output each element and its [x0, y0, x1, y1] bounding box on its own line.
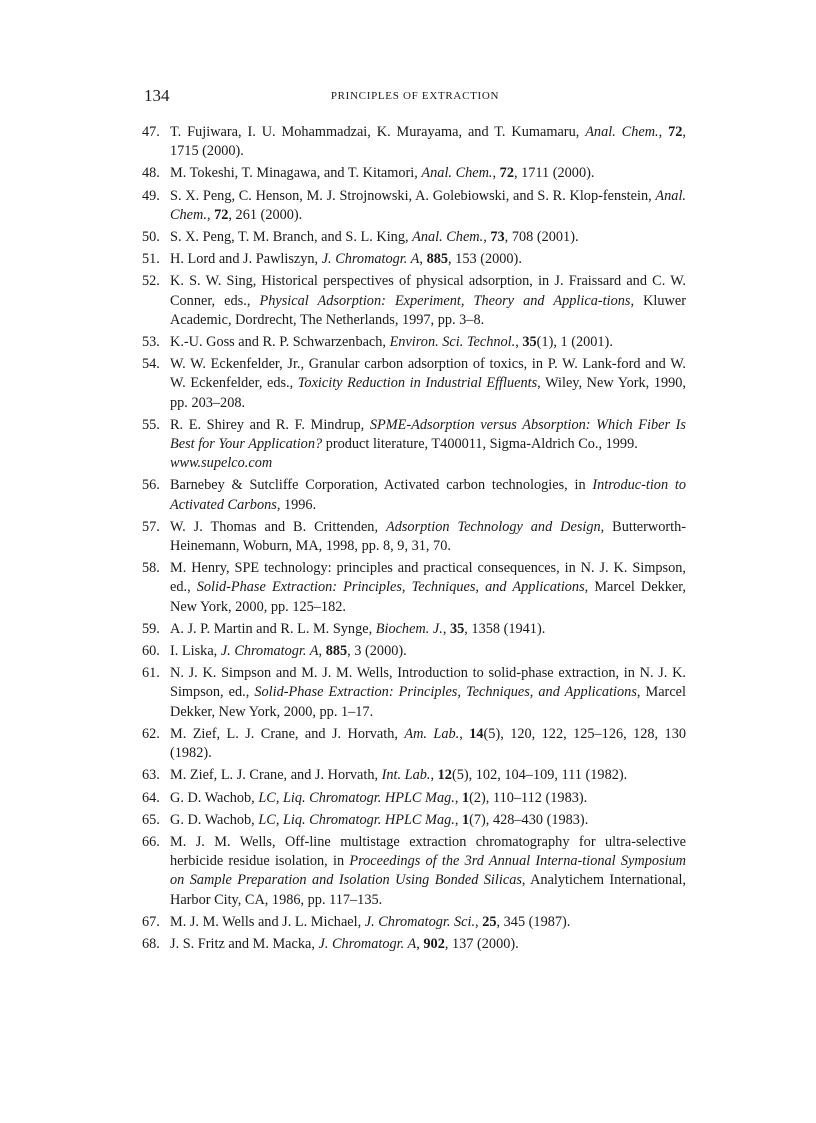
reference-text: , — [416, 935, 424, 952]
reference-text: I. Liska, — [170, 643, 221, 660]
reference-number: 61. — [142, 665, 160, 682]
reference-number: 48. — [142, 165, 160, 182]
reference-url: www.supelco.com — [170, 455, 273, 472]
reference-text: K.-U. Goss and R. P. Schwarzenbach, — [170, 334, 390, 351]
reference-text: , — [483, 229, 491, 246]
reference-item — [142, 476, 686, 514]
reference-item — [142, 913, 686, 932]
reference-title: LC, Liq. Chromatogr. HPLC Mag. — [258, 811, 455, 828]
reference-text: , 1711 (2000). — [513, 165, 595, 182]
reference-number: 51. — [142, 251, 160, 268]
reference-item — [142, 725, 686, 763]
reference-number: 62. — [142, 725, 160, 742]
reference-item — [142, 164, 686, 183]
reference-text: , Marcel Dekker, New York, 2000, pp. 125–182. — [170, 579, 686, 615]
reference-text: G. D. Wachob, — [170, 789, 259, 806]
reference-text: M. J. M. Wells and J. L. Michael, — [170, 913, 365, 930]
reference-text: , 345 (1987). — [496, 913, 571, 930]
reference-text: (5), 102, 104–109, 111 (1982). — [451, 767, 628, 784]
reference-volume: 1 — [461, 789, 470, 806]
reference-number: 55. — [142, 416, 160, 433]
reference-title: J. Chromatogr. A — [220, 643, 319, 660]
reference-number: 56. — [142, 477, 160, 494]
reference-volume: 35 — [522, 334, 537, 351]
reference-text: M. J. M. Wells, Off-line multistage extraction chromatography for ultra-selective herbicide residue isolation, in — [170, 833, 686, 870]
reference-number: 64. — [142, 789, 160, 806]
reference-text: N. J. K. Simpson and M. J. M. Wells, Introduction to solid-phase extraction, in N. J. K. Simpson, ed., — [170, 665, 686, 701]
reference-text: , — [318, 643, 326, 660]
reference-text: (5), 120, 122, 125–126, 128, 130 (1982). — [170, 725, 686, 762]
reference-item — [142, 333, 686, 352]
reference-text: , Wiley, New York, 1990, pp. 203–208. — [170, 375, 686, 411]
reference-item — [142, 187, 686, 225]
reference-volume: 902 — [423, 935, 445, 952]
reference-text: , — [454, 811, 462, 828]
reference-text: W. W. Eckenfelder, Jr., Granular carbon adsorption of toxics, in P. W. Lank-ford and W. W. Eckenfelder, eds., — [170, 356, 686, 392]
page-header — [144, 86, 686, 108]
reference-title: Int. Lab. — [381, 767, 431, 784]
reference-title: Proceedings of the 3rd Annual Interna-tional Symposium on Sample Preparation and Isolation Using Bonded Silicas — [170, 853, 686, 889]
reference-number: 49. — [142, 187, 160, 204]
reference-text: , — [492, 165, 500, 182]
reference-title: Adsorption Technology and Design — [385, 518, 601, 535]
reference-text: , Kluwer Academic, Dordrecht, The Netherlands, 1997, pp. 3–8. — [170, 292, 686, 328]
reference-number: 58. — [142, 560, 160, 577]
reference-text: , — [454, 789, 462, 806]
reference-item — [142, 123, 686, 161]
reference-text: R. E. Shirey and R. F. Mindrup, — [170, 416, 370, 433]
reference-text: , 1358 (1941). — [464, 620, 546, 637]
reference-text: K. S. W. Sing, Historical perspectives of physical adsorption, in J. Fraissard and C. W. Conner, eds., — [170, 273, 686, 309]
reference-volume: 885 — [325, 643, 348, 660]
reference-title: J. Chromatogr. A — [318, 935, 417, 952]
reference-text: product literature, T400011, Sigma-Aldrich Co., 1999. — [322, 436, 638, 453]
page-number: 134 — [144, 86, 170, 105]
reference-title: J. Chromatogr. A — [321, 251, 420, 268]
reference-text: , — [442, 620, 450, 637]
reference-volume: 14 — [469, 725, 484, 742]
reference-number: 65. — [142, 811, 160, 828]
reference-number: 50. — [142, 229, 160, 246]
reference-title: Anal. Chem. — [170, 187, 686, 223]
reference-text: M. Zief, L. J. Crane, and J. Horvath, — [170, 725, 405, 742]
reference-text: , 1715 (2000). — [170, 124, 686, 160]
reference-volume: 73 — [490, 229, 505, 246]
reference-text: , 261 (2000). — [228, 206, 303, 223]
reference-text: M. Henry, SPE technology: principles and practical consequences, in N. J. K. Simpson, ed., — [170, 560, 686, 596]
reference-number: 53. — [142, 334, 160, 351]
reference-title: J. Chromatogr. Sci. — [364, 913, 476, 930]
reference-item — [142, 559, 686, 617]
reference-text: H. Lord and J. Pawliszyn, — [170, 251, 322, 268]
reference-text: S. X. Peng, T. M. Branch, and S. L. King, — [170, 229, 413, 246]
reference-title: Toxicity Reduction in Industrial Effluents — [297, 375, 538, 392]
reference-number: 47. — [142, 124, 160, 140]
reference-text: , Butterworth-Heinemann, Woburn, MA, 1998, pp. 8, 9, 31, 70. — [170, 518, 687, 555]
reference-text: , 708 (2001). — [504, 229, 579, 246]
reference-title: LC, Liq. Chromatogr. HPLC Mag. — [258, 789, 455, 806]
reference-volume: 12 — [437, 767, 452, 784]
reference-title: Anal. Chem. — [421, 165, 493, 182]
reference-number: 60. — [142, 643, 160, 660]
reference-text: , — [658, 124, 669, 140]
reference-text: J. S. Fritz and M. Macka, — [170, 935, 319, 952]
reference-title: Solid-Phase Extraction: Principles, Techniques, and Applications — [196, 579, 585, 596]
reference-text: , 153 (2000). — [448, 251, 522, 268]
reference-number: 67. — [142, 913, 160, 930]
reference-number: 63. — [142, 767, 160, 784]
reference-item — [142, 833, 686, 910]
reference-item — [142, 789, 686, 808]
reference-title: Introduc-tion to Activated Carbons — [170, 477, 686, 513]
reference-item — [142, 811, 686, 830]
reference-text: , Analytichem International, Harbor City, CA, 1986, pp. 117–135. — [170, 872, 686, 908]
reference-text: , — [515, 334, 523, 351]
reference-number: 68. — [142, 935, 160, 952]
reference-text: , — [459, 725, 470, 742]
reference-text: , — [430, 767, 438, 784]
reference-text: M. Zief, L. J. Crane, and J. Horvath, — [170, 767, 382, 784]
reference-volume: 72 — [668, 124, 683, 140]
reference-title: Am. Lab. — [404, 725, 460, 742]
reference-title: Physical Adsorption: Experiment, Theory and Applica-tions — [259, 292, 631, 309]
reference-item — [142, 620, 686, 639]
reference-volume: 885 — [426, 251, 449, 268]
reference-text: (2), 110–112 (1983). — [469, 789, 588, 806]
reference-text: Barnebey & Sutcliffe Corporation, Activated carbon technologies, in — [170, 477, 593, 494]
reference-list — [142, 123, 686, 957]
reference-text: (7), 428–430 (1983). — [469, 811, 589, 828]
reference-title: Environ. Sci. Technol. — [389, 334, 516, 351]
reference-text: , Marcel Dekker, New York, 2000, pp. 1–17. — [170, 684, 686, 720]
reference-text: , — [419, 251, 427, 268]
reference-item — [142, 416, 686, 474]
reference-volume: 25 — [482, 913, 497, 930]
reference-text: G. D. Wachob, — [170, 811, 259, 828]
reference-item — [142, 355, 686, 413]
reference-text: T. Fujiwara, I. U. Mohammadzai, K. Murayama, and T. Kumamaru, — [170, 124, 586, 140]
reference-number: 52. — [142, 273, 160, 290]
reference-text: , — [475, 913, 483, 930]
reference-item — [142, 518, 686, 556]
reference-text: M. Tokeshi, T. Minagawa, and T. Kitamori, — [170, 165, 422, 182]
reference-number: 54. — [142, 356, 160, 373]
reference-number: 66. — [142, 833, 160, 850]
reference-item — [142, 228, 686, 247]
reference-title: Anal. Chem. — [585, 124, 659, 140]
reference-volume: 35 — [449, 620, 465, 637]
reference-text: (1), 1 (2001). — [536, 334, 613, 351]
reference-item — [142, 766, 686, 785]
reference-text: , — [206, 206, 215, 223]
reference-item — [142, 250, 686, 269]
reference-number: 59. — [142, 620, 160, 637]
reference-text: W. J. Thomas and B. Crittenden, — [170, 518, 386, 535]
reference-volume: 1 — [461, 811, 470, 828]
reference-text: , 3 (2000). — [347, 643, 407, 660]
reference-volume: 72 — [214, 206, 229, 223]
reference-number: 57. — [142, 518, 160, 535]
reference-item — [142, 664, 686, 722]
running-head: PRINCIPLES OF EXTRACTION — [330, 90, 500, 102]
reference-title: SPME-Adsorption versus Absorption: Which Fiber Is Best for Your Application? — [170, 416, 686, 453]
reference-item — [142, 272, 686, 330]
reference-text: A. J. P. Martin and R. L. M. Synge, — [170, 620, 376, 637]
reference-volume: 72 — [499, 165, 514, 182]
reference-item — [142, 642, 686, 661]
reference-text: , 1996. — [276, 496, 317, 513]
reference-title: Anal. Chem. — [412, 229, 484, 246]
reference-title: Biochem. J. — [375, 620, 443, 637]
reference-item — [142, 935, 686, 954]
reference-text: S. X. Peng, C. Henson, M. J. Strojnowski, A. Golebiowski, and S. R. Klop-fenstein, — [170, 187, 656, 204]
reference-title: Solid-Phase Extraction: Principles, Techniques, and Applications — [254, 684, 637, 701]
reference-text: , 137 (2000). — [444, 935, 519, 952]
